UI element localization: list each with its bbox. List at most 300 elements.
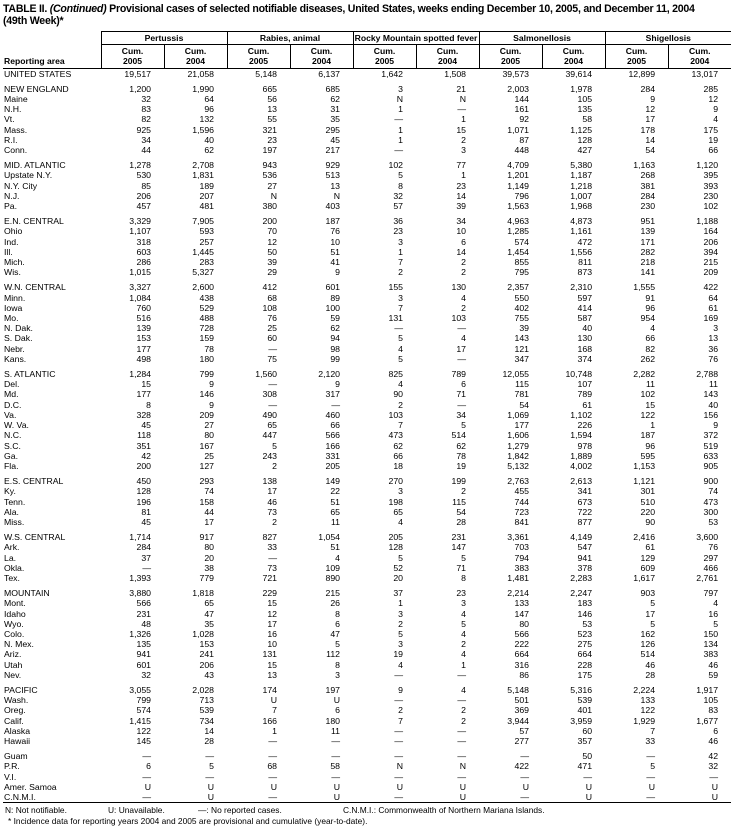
cell: 102 <box>640 389 656 400</box>
cell: 827 <box>262 532 278 543</box>
cell: 2 <box>461 486 467 497</box>
cell: 25 <box>204 450 215 461</box>
cell: 2,613 <box>570 476 593 487</box>
row-label: La. <box>4 552 17 563</box>
table-row <box>3 609 731 619</box>
cell: 196 <box>136 496 151 507</box>
cell: 5 <box>398 333 404 344</box>
cell: 14 <box>645 134 656 145</box>
cell: 17 <box>645 114 656 125</box>
cell: 1,481 <box>507 572 530 583</box>
cell: 2,416 <box>633 532 656 543</box>
cell: 76 <box>708 542 719 553</box>
cell: — <box>457 353 467 364</box>
table-row <box>3 379 731 389</box>
cell: — <box>583 771 593 782</box>
cell: 5,327 <box>192 267 215 278</box>
cell: 18 <box>393 460 404 471</box>
cell: 41 <box>330 257 341 268</box>
cell: 61 <box>708 302 719 313</box>
cell: — <box>205 751 215 762</box>
cell: — <box>268 735 278 746</box>
cell: U <box>668 792 731 803</box>
cell: 1,161 <box>570 226 593 237</box>
cell: 513 <box>325 170 341 181</box>
cell: 205 <box>325 460 341 471</box>
cell: 2 <box>461 639 467 650</box>
header-group-row <box>3 31 731 45</box>
cell: 3,361 <box>507 532 530 543</box>
cell: 1,069 <box>507 409 530 420</box>
cell: 71 <box>456 389 467 400</box>
cell: 6 <box>461 379 467 390</box>
cell: 603 <box>136 246 151 257</box>
cell: 11 <box>330 725 341 736</box>
cell: 102 <box>388 160 404 171</box>
cell: 60 <box>267 333 278 344</box>
cell: 1,102 <box>570 409 593 420</box>
cell: 664 <box>577 649 593 660</box>
cell: 73 <box>267 506 278 517</box>
cell: 318 <box>136 236 151 247</box>
cell: 21 <box>456 83 467 94</box>
cell: 156 <box>703 409 719 420</box>
cell: 9 <box>209 399 215 410</box>
cell: — <box>479 792 542 803</box>
cell: 1,842 <box>507 450 530 461</box>
cell: 422 <box>514 761 530 772</box>
cell: 900 <box>703 476 719 487</box>
cum-label: Cum. <box>184 46 207 57</box>
row-label: S.C. <box>4 440 21 451</box>
cell: 401 <box>577 705 593 716</box>
cell: 501 <box>514 695 530 706</box>
cell: 200 <box>136 460 151 471</box>
cell: 2,028 <box>192 684 215 695</box>
cum-year-header <box>479 45 542 68</box>
cell: 53 <box>582 618 593 629</box>
footnote-legend-cnmi: C.N.M.I.: Commonwealth of Northern Mariana Islands. <box>343 805 545 816</box>
cell: 17 <box>267 486 278 497</box>
cell: 755 <box>514 313 530 324</box>
cell: 36 <box>708 343 719 354</box>
cell: 47 <box>204 608 215 619</box>
cell: 31 <box>330 104 341 115</box>
cell: 115 <box>515 379 530 390</box>
row-label: Oreg. <box>4 705 26 716</box>
cell: 566 <box>136 598 151 609</box>
cell: 11 <box>330 516 341 527</box>
cell: 166 <box>262 715 278 726</box>
cell: 316 <box>514 659 530 670</box>
cell: 78 <box>204 343 215 354</box>
row-label: Nev. <box>4 669 22 680</box>
cell: 5 <box>650 618 656 629</box>
cell: 33 <box>267 542 278 553</box>
cell: 403 <box>325 201 341 212</box>
cell: 357 <box>577 735 593 746</box>
cell: 890 <box>325 572 341 583</box>
table-body <box>3 68 731 803</box>
cell: 2,120 <box>318 369 341 380</box>
cell: U <box>648 781 656 792</box>
cell: 6 <box>713 725 719 736</box>
cell: 257 <box>199 236 215 247</box>
cell: 4 <box>398 343 404 354</box>
cell: 197 <box>325 684 341 695</box>
cell: 135 <box>136 639 151 650</box>
cell: 941 <box>136 649 151 660</box>
cell: 539 <box>577 695 593 706</box>
cell: 331 <box>325 450 341 461</box>
cell: — <box>268 552 278 563</box>
cell: — <box>268 399 278 410</box>
row-label: Miss. <box>4 516 25 527</box>
cell: 200 <box>262 216 278 227</box>
cell: 180 <box>199 353 215 364</box>
cell: 85 <box>141 180 151 191</box>
row-label: Iowa <box>4 302 23 313</box>
cell: 6 <box>335 705 341 716</box>
cell: 46 <box>708 659 719 670</box>
cell: 954 <box>640 313 656 324</box>
cell: 873 <box>577 267 593 278</box>
cell: 450 <box>136 476 151 487</box>
table-row <box>3 527 731 542</box>
cell: 81 <box>141 506 151 517</box>
cell: 9 <box>335 267 341 278</box>
cell: 8 <box>335 608 341 619</box>
cell: 427 <box>577 145 593 156</box>
cell: 1,015 <box>129 267 151 278</box>
row-label: Conn. <box>4 145 28 156</box>
row-label: Amer. Samoa <box>4 781 57 792</box>
year-label: 2004 <box>563 56 584 66</box>
cell: 127 <box>199 460 215 471</box>
cell: 6 <box>461 236 467 247</box>
cell: 68 <box>267 292 278 303</box>
table-row <box>3 333 731 343</box>
cell: 1,201 <box>507 170 530 181</box>
column-group-header: Salmonellosis <box>479 31 605 45</box>
cell: 471 <box>577 761 593 772</box>
table-row <box>3 583 731 598</box>
cell: 76 <box>267 313 278 324</box>
cell: 32 <box>393 190 404 201</box>
cell: 131 <box>388 313 404 324</box>
table-title-continued: (Continued) <box>49 3 107 15</box>
cell: 351 <box>136 440 151 451</box>
cell: 19 <box>393 649 404 660</box>
column-group-header: Shigellosis <box>605 31 731 45</box>
table-row <box>3 267 731 277</box>
cell: 65 <box>393 506 404 517</box>
cell: 2,003 <box>507 83 530 94</box>
cell: 174 <box>262 684 278 695</box>
cell: 66 <box>708 145 719 156</box>
cell: 109 <box>325 562 341 573</box>
cell: 3 <box>398 486 404 497</box>
row-label: W. Va. <box>4 420 29 431</box>
row-label: W.N. CENTRAL <box>4 282 66 293</box>
cell: 231 <box>451 532 467 543</box>
row-label: Utah <box>4 659 23 670</box>
table-row <box>3 364 731 379</box>
cell: — <box>142 751 151 762</box>
cell: 593 <box>199 226 215 237</box>
cell: 3 <box>713 323 719 334</box>
cell: 317 <box>325 389 341 400</box>
cell: 112 <box>326 649 341 660</box>
table-row <box>3 68 731 79</box>
cum-year-header <box>101 45 164 68</box>
table-row <box>3 553 731 563</box>
cell: 781 <box>514 389 530 400</box>
cell: 82 <box>645 343 656 354</box>
cell: 144 <box>514 94 530 104</box>
cell: 1 <box>398 124 404 135</box>
cell: 825 <box>388 369 404 380</box>
cell: 122 <box>640 409 656 420</box>
cell: 155 <box>388 282 404 293</box>
cell: 728 <box>199 323 215 334</box>
table-row <box>3 649 731 659</box>
cell: 664 <box>514 649 530 660</box>
cell: 1,153 <box>633 460 656 471</box>
cell: U <box>290 792 353 803</box>
cell: — <box>457 735 467 746</box>
year-label: 2004 <box>311 56 332 66</box>
cell: 516 <box>136 313 151 324</box>
table-row <box>3 517 731 527</box>
cell: 13 <box>330 180 341 191</box>
cell: 796 <box>514 190 530 201</box>
cell: 9 <box>209 379 215 390</box>
cell: 132 <box>199 114 215 125</box>
year-label: 2004 <box>185 56 206 66</box>
cell: 473 <box>703 496 719 507</box>
table-row <box>3 257 731 267</box>
table-row <box>3 782 731 792</box>
cell: 4 <box>398 659 404 670</box>
cell: 1,556 <box>570 246 593 257</box>
cell: 12,899 <box>628 68 656 79</box>
cell: 1 <box>398 134 404 145</box>
cell: 6 <box>146 761 151 772</box>
cell: — <box>331 735 341 746</box>
cell: 7 <box>272 705 278 716</box>
cell: 285 <box>703 83 719 94</box>
cell: 108 <box>262 302 278 313</box>
cell: — <box>394 751 404 762</box>
cell: 13 <box>267 669 278 680</box>
cell: 951 <box>640 216 656 227</box>
cell: 98 <box>330 343 341 354</box>
cell: 34 <box>456 409 467 420</box>
column-group-header: Pertussis <box>101 31 227 45</box>
row-label: N.H. <box>4 104 22 115</box>
cell: 13 <box>708 333 719 344</box>
cell: 2,224 <box>633 684 656 695</box>
cum-label: Cum. <box>247 46 270 57</box>
cell: 175 <box>577 669 593 680</box>
cell: 187 <box>640 430 656 441</box>
cell: 12,055 <box>502 369 530 380</box>
cell: 1,606 <box>507 430 530 441</box>
cell: 789 <box>451 369 467 380</box>
row-label: Ohio <box>4 226 23 237</box>
cell: 32 <box>708 761 719 772</box>
cell: U <box>333 781 341 792</box>
cell: 5 <box>398 353 404 364</box>
cell: 550 <box>514 292 530 303</box>
cell: 53 <box>708 516 719 527</box>
cell: 130 <box>451 282 467 293</box>
cell: 286 <box>136 257 151 268</box>
cell: 243 <box>262 450 278 461</box>
cell: 1,594 <box>570 430 593 441</box>
cell: 7 <box>650 725 656 736</box>
cell: — <box>457 751 467 762</box>
cell: 105 <box>577 94 593 104</box>
cell: 62 <box>456 440 467 451</box>
cell: 284 <box>640 83 656 94</box>
row-label: Mich. <box>4 257 25 268</box>
cell: 129 <box>640 552 656 563</box>
cell: 86 <box>519 669 530 680</box>
cell: 168 <box>577 343 593 354</box>
row-label: N.J. <box>4 190 20 201</box>
cell: 5,132 <box>507 460 530 471</box>
cell: 139 <box>640 226 656 237</box>
cell: 9 <box>713 104 719 115</box>
cell: 91 <box>645 292 656 303</box>
cell: 536 <box>262 170 278 181</box>
row-label: D.C. <box>4 399 22 410</box>
cell: — <box>520 771 530 782</box>
footnote-legend <box>3 805 731 816</box>
row-label: Mont. <box>4 598 26 609</box>
cell: 1,326 <box>129 628 151 639</box>
cell: U <box>459 781 467 792</box>
cell: 35 <box>330 114 341 125</box>
cell: 3 <box>461 145 467 156</box>
cell: 1 <box>398 104 404 115</box>
year-label: 2005 <box>626 56 647 66</box>
table-row <box>3 323 731 333</box>
cell: 1,714 <box>129 532 151 543</box>
cell: 4,963 <box>507 216 530 227</box>
table-row <box>3 761 731 771</box>
cell: 13,017 <box>691 68 719 79</box>
cell: U <box>416 792 479 803</box>
table-row <box>3 155 731 170</box>
table-row <box>3 247 731 257</box>
row-label: Guam <box>4 751 28 762</box>
cell: 490 <box>262 409 278 420</box>
cell: 177 <box>136 389 151 400</box>
cell: 189 <box>199 180 215 191</box>
cell: 877 <box>577 516 593 527</box>
cell: 1,968 <box>570 201 593 212</box>
cell: 19 <box>456 460 467 471</box>
cell: 71 <box>456 562 467 573</box>
table-row <box>3 303 731 313</box>
cell: 1,508 <box>444 68 467 79</box>
cell: 19 <box>708 134 719 145</box>
table-row <box>3 670 731 680</box>
cell: 4 <box>461 608 467 619</box>
cell: 277 <box>514 735 530 746</box>
cell: 4 <box>650 323 656 334</box>
cell: 150 <box>703 628 719 639</box>
cell: 37 <box>393 588 404 599</box>
table-row <box>3 736 731 746</box>
cell: 75 <box>267 353 278 364</box>
cell: 50 <box>267 246 278 257</box>
cell: 59 <box>708 669 719 680</box>
row-label: Del. <box>4 379 20 390</box>
cell: 128 <box>388 542 404 553</box>
cell: 32 <box>141 94 151 104</box>
cell: 574 <box>514 236 530 247</box>
cell: 226 <box>577 420 593 431</box>
cell: 685 <box>325 83 341 94</box>
cell: 178 <box>640 124 656 135</box>
cell: 5 <box>335 639 341 650</box>
row-label: N. Dak. <box>4 323 33 334</box>
year-label: 2005 <box>374 56 395 66</box>
row-label: Ill. <box>4 246 13 257</box>
table-row <box>3 563 731 573</box>
cell: 149 <box>325 476 341 487</box>
cell: 9 <box>713 420 719 431</box>
table-row <box>3 542 731 552</box>
cell: 16 <box>267 628 278 639</box>
cell: 15 <box>267 598 278 609</box>
cell: 12 <box>267 236 278 247</box>
cell: 4,149 <box>570 532 593 543</box>
cell: 5,148 <box>255 68 278 79</box>
cum-label: Cum. <box>625 46 648 57</box>
cell: 5 <box>650 598 656 609</box>
table-row <box>3 313 731 323</box>
row-label: N.C. <box>4 430 22 441</box>
cell: 1,929 <box>633 715 656 726</box>
cell: 209 <box>703 267 719 278</box>
cell: 17 <box>645 608 656 619</box>
table-row <box>3 170 731 180</box>
cell: 220 <box>640 506 656 517</box>
row-label: Fla. <box>4 460 19 471</box>
row-label: PACIFIC <box>4 684 38 695</box>
cell: 23 <box>267 134 278 145</box>
cell: 1,555 <box>633 282 656 293</box>
table-row <box>3 772 731 782</box>
cell: 2 <box>461 302 467 313</box>
cell: 1,163 <box>633 160 656 171</box>
cell: U <box>270 695 278 706</box>
cell: 1,149 <box>507 180 530 191</box>
cell: 23 <box>456 180 467 191</box>
cell: 380 <box>262 201 278 212</box>
cum-year-header <box>416 45 479 68</box>
cell: — <box>520 751 530 762</box>
table-row <box>3 191 731 201</box>
table-row <box>3 430 731 440</box>
cell: 51 <box>330 542 341 553</box>
table-row <box>3 486 731 496</box>
